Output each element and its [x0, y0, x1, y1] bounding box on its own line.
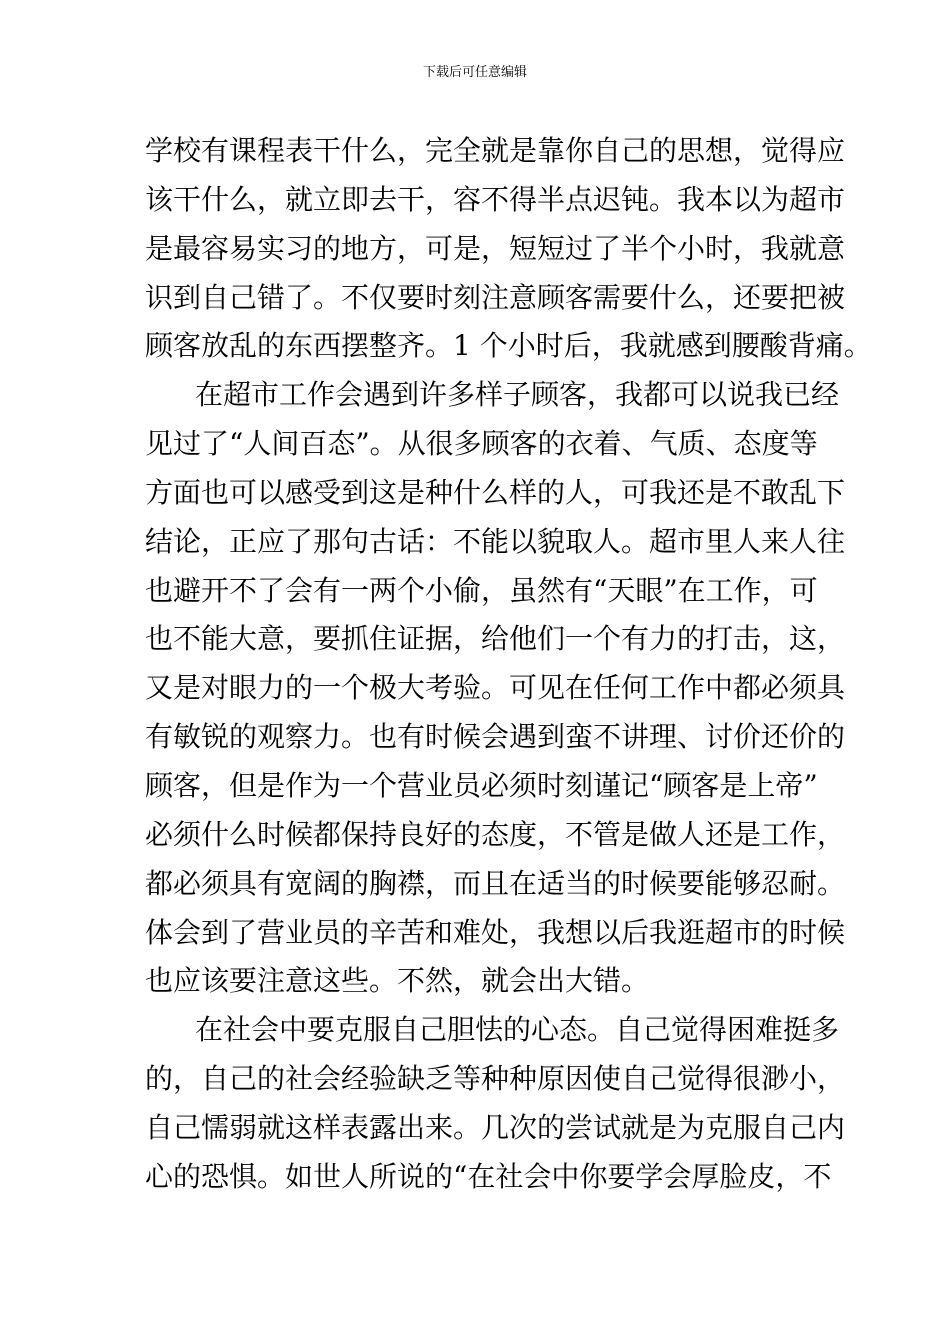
text-line: 该干什么，就立即去干，容不得半点迟钝。我本以为超市: [145, 182, 846, 216]
text-line: 体会到了营业员的辛苦和难处，我想以后我逛超市的时候: [145, 915, 846, 949]
text-line: 也应该要注意这些。不然，就会出大错。: [145, 964, 650, 998]
text-line: 顾客，但是作为一个营业员必须时刻谨记“顾客是上帝”: [145, 768, 818, 802]
text-line: 方面也可以感受到这是种什么样的人，可我还是不敢乱下: [145, 475, 846, 509]
text-line: 学校有课程表干什么，完全就是靠你自己的思想，觉得应: [145, 134, 846, 167]
text-line: 都必须具有宽阔的胸襟，而且在适当的时候要能够忍耐。: [145, 866, 846, 900]
text-line: 也不能大意，要抓住证据，给他们一个有力的打击，这，: [145, 622, 846, 656]
text-line: 也避开不了会有一两个小偷，虽然有“天眼”在工作，可: [145, 573, 818, 607]
text-line: 结论，正应了那句古话：不能以貌取人。超市里人来人往: [145, 524, 846, 558]
text-line: 又是对眼力的一个极大考验。可见在任何工作中都必须具: [145, 671, 846, 705]
text-line: 见过了“人间百态”。从很多顾客的衣着、气质、态度等: [145, 427, 818, 461]
document-body: [145, 127, 872, 1202]
paragraph-first-line: 在超市工作会遇到许多样子顾客，我都可以说我已经: [195, 378, 840, 412]
text-line: 顾客放乱的东西摆整齐。1 个小时后，我就感到腰酸背痛。: [145, 329, 872, 363]
text-line: 是最容易实习的地方，可是，短短过了半个小时，我就意: [145, 231, 846, 265]
text-line: 有敏锐的观察力。也有时候会遇到蛮不讲理、讨价还价的: [145, 720, 846, 754]
page-header: 下载后可任意编辑: [422, 65, 527, 80]
text-line: 识到自己错了。不仅要时刻注意顾客需要什么，还要把被: [145, 280, 846, 314]
text-line: 必须什么时候都保持良好的态度，不管是做人还是工作，: [145, 817, 846, 851]
text-line: 自己懦弱就这样表露出来。几次的尝试就是为克服自己内: [145, 1110, 846, 1144]
paragraph-first-line: 在社会中要克服自己胆怯的心态。自己觉得困难挺多: [195, 1013, 840, 1047]
text-line: 心的恐惧。如世人所说的“在社会中你要学会厚脸皮，不: [145, 1159, 832, 1193]
text-line: 的，自己的社会经验缺乏等种种原因使自己觉得很渺小，: [145, 1062, 846, 1096]
